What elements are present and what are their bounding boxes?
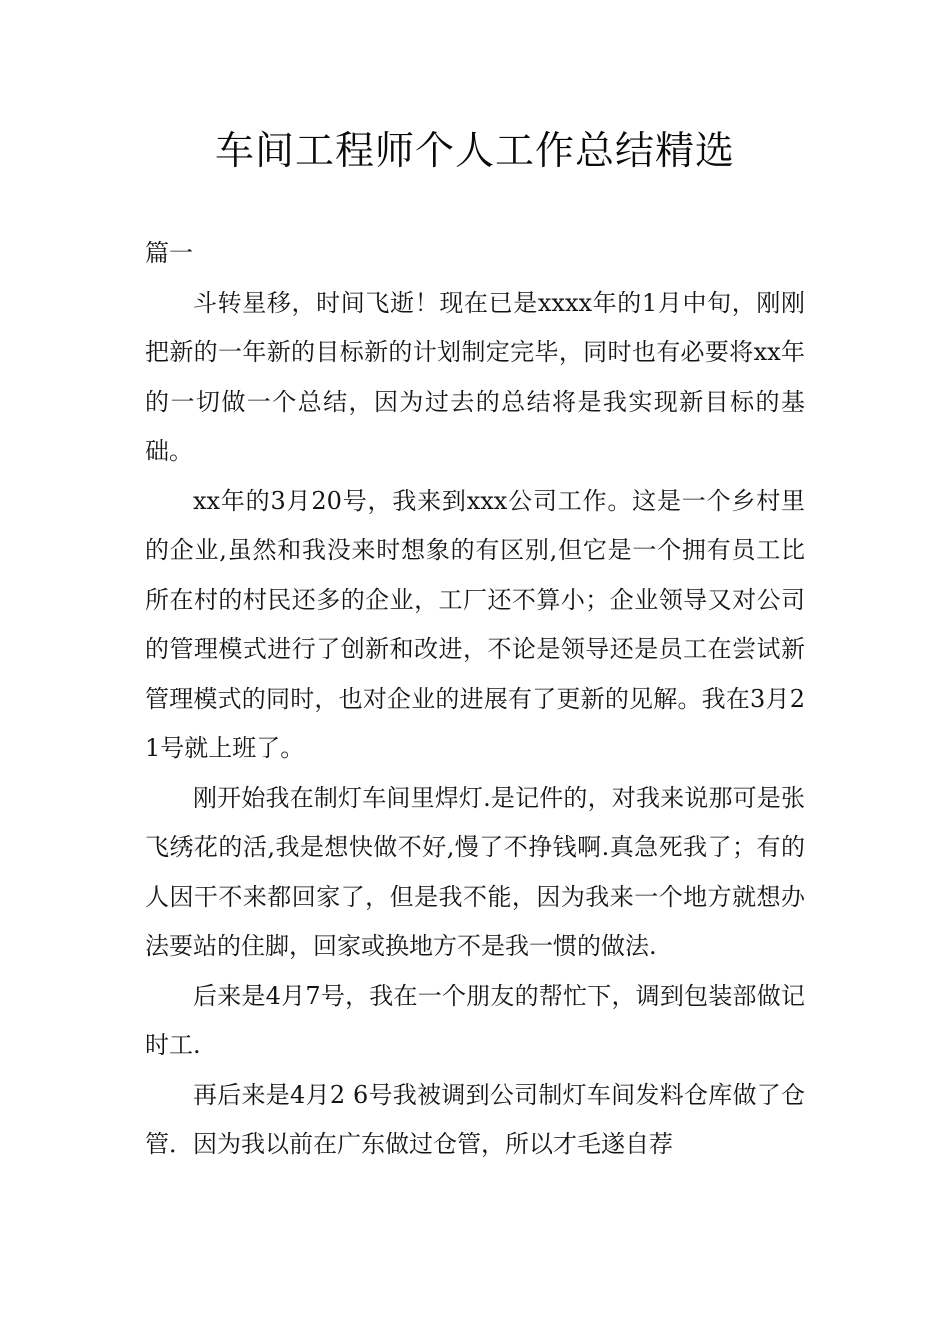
paragraph: 斗转星移，时间飞逝！现在已是xxxx年的1月中旬，刚刚把新的一年新的目标新的计划制定完毕，同时也有必要将xx年的一切做一个总结，因为过去的总结将是我实现新目标的基础。 [145, 288, 805, 465]
document-body [145, 229, 805, 1170]
paragraph: 后来是4月7号，我在一个朋友的帮忙下，调到包装部做记时工. [145, 981, 805, 1059]
paragraph: xx年的3月20号，我来到xxx公司工作。这是一个乡村里的企业,虽然和我没来时想象的有区别,但它是一个拥有员工比所在村的村民还多的企业，工厂还不算小；企业领导又对公司的管理模式进行了创新和改进，不论是领导还是员工在尝试新管理模式的同时，也对企业的进展有了更新的见解。我在3月21号就上班了。 [145, 486, 805, 762]
document-title: 车间工程师个人工作总结精选 [214, 129, 735, 174]
paragraph: 再后来是4月2 6号我被调到公司制灯车间发料仓库做了仓管．因为我以前在广东做过仓管，所以才毛遂自荐 [145, 1080, 805, 1158]
section-label: 篇一 [145, 239, 193, 267]
paragraph: 刚开始我在制灯车间里焊灯.是记件的，对我来说那可是张飞绣花的活,我是想快做不好,慢了不挣钱啊.真急死我了；有的人因干不来都回家了，但是我不能，因为我来一个地方就想办法要站的住脚，回家或换地方不是我一惯的做法. [145, 783, 805, 960]
